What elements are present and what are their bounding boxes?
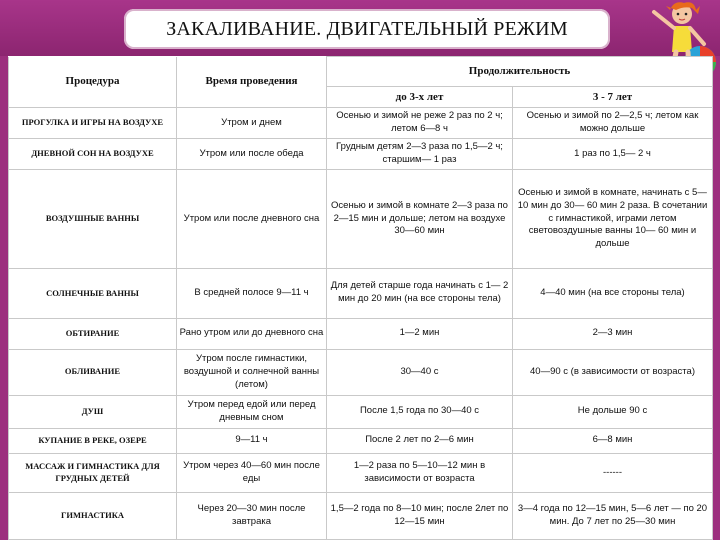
under3-cell: После 1,5 года по 30—40 с bbox=[327, 395, 513, 428]
procedure-cell: КУПАНИЕ В РЕКЕ, ОЗЕРЕ bbox=[9, 428, 177, 453]
procedure-cell: ОБЛИВАНИЕ bbox=[9, 349, 177, 395]
header-3-to-7: 3 - 7 лет bbox=[513, 87, 713, 108]
procedure-cell: ДНЕВНОЙ СОН НА ВОЗДУХЕ bbox=[9, 139, 177, 170]
procedure-cell: ПРОГУЛКА И ИГРЫ НА ВОЗДУХЕ bbox=[9, 107, 177, 138]
age3to7-cell: Осенью и зимой по 2—2,5 ч; летом как можно дольше bbox=[513, 107, 713, 138]
procedure-cell: СОЛНЕЧНЫЕ ВАННЫ bbox=[9, 268, 177, 318]
table-row bbox=[9, 395, 713, 428]
age3to7-cell: Не дольше 90 с bbox=[513, 395, 713, 428]
table-row bbox=[9, 107, 713, 138]
age3to7-cell: 2—3 мин bbox=[513, 318, 713, 349]
under3-cell: Для детей старше года начинать с 1— 2 мин до 20 мин (на все стороны тела) bbox=[327, 268, 513, 318]
page-title: ЗАКАЛИВАНИЕ. ДВИГАТЕЛЬНЫЙ РЕЖИМ bbox=[166, 17, 568, 40]
procedure-cell: ВОЗДУШНЫЕ ВАННЫ bbox=[9, 170, 177, 269]
table-row bbox=[9, 268, 713, 318]
time-cell: Утром или после дневного сна bbox=[177, 170, 327, 269]
age3to7-cell: 6—8 мин bbox=[513, 428, 713, 453]
under3-cell: 30—40 с bbox=[327, 349, 513, 395]
table-row bbox=[9, 428, 713, 453]
under3-cell: Осенью и зимой в комнате 2—3 раза по 2—15 мин и дольше; летом на воздухе 30—60 мин bbox=[327, 170, 513, 269]
title-banner bbox=[124, 9, 610, 49]
time-cell: Утром после гимнастики, воздушной и солнечной ванны (летом) bbox=[177, 349, 327, 395]
time-cell: В средней полосе 9—11 ч bbox=[177, 268, 327, 318]
time-cell: Утром через 40—60 мин после еды bbox=[177, 453, 327, 492]
time-cell: 9—11 ч bbox=[177, 428, 327, 453]
header-time: Время проведения bbox=[177, 57, 327, 108]
table-row bbox=[9, 318, 713, 349]
tempering-table-sheet bbox=[8, 56, 712, 540]
age3to7-cell: Осенью и зимой в комнате, начинать с 5— 10 мин до 30— 60 мин 2 раза. В сочетании с гимнастикой, играми летом световоздушные ванны 10— 60 мин и дольше bbox=[513, 170, 713, 269]
header-procedure: Процедура bbox=[9, 57, 177, 108]
under3-cell: 1—2 мин bbox=[327, 318, 513, 349]
time-cell: Утром перед едой или перед дневным сном bbox=[177, 395, 327, 428]
time-cell: Через 20—30 мин после завтрака bbox=[177, 493, 327, 540]
table-row bbox=[9, 170, 713, 269]
under3-cell: Грудным детям 2—3 раза по 1,5—2 ч; старшим— 1 раз bbox=[327, 139, 513, 170]
age3to7-cell: 4—40 мин (на все стороны тела) bbox=[513, 268, 713, 318]
table-row bbox=[9, 453, 713, 492]
header-duration: Продолжительность bbox=[327, 57, 713, 87]
under3-cell: После 2 лет по 2—6 мин bbox=[327, 428, 513, 453]
table-row bbox=[9, 493, 713, 540]
header-under-3: до 3-х лет bbox=[327, 87, 513, 108]
under3-cell: 1—2 раза по 5—10—12 мин в зависимости от возраста bbox=[327, 453, 513, 492]
under3-cell: Осенью и зимой не реже 2 раз по 2 ч; летом 6—8 ч bbox=[327, 107, 513, 138]
under3-cell: 1,5—2 года по 8—10 мин; после 2лет по 12—15 мин bbox=[327, 493, 513, 540]
time-cell: Рано утром или до дневного сна bbox=[177, 318, 327, 349]
age3to7-cell: 3—4 года по 12—15 мин, 5—6 лет — по 20 мин. До 7 лет по 25—30 мин bbox=[513, 493, 713, 540]
tempering-table bbox=[8, 56, 713, 540]
procedure-cell: ОБТИРАНИЕ bbox=[9, 318, 177, 349]
procedure-cell: ГИМНАСТИКА bbox=[9, 493, 177, 540]
time-cell: Утром и днем bbox=[177, 107, 327, 138]
procedure-cell: ДУШ bbox=[9, 395, 177, 428]
age3to7-cell: 1 раз по 1,5— 2 ч bbox=[513, 139, 713, 170]
table-row bbox=[9, 139, 713, 170]
table-row bbox=[9, 349, 713, 395]
procedure-cell: МАССАЖ И ГИМНАСТИКА ДЛЯ ГРУДНЫХ ДЕТЕЙ bbox=[9, 453, 177, 492]
age3to7-cell: 40—90 с (в зависимости от возраста) bbox=[513, 349, 713, 395]
age3to7-cell: ------ bbox=[513, 453, 713, 492]
time-cell: Утром или после обеда bbox=[177, 139, 327, 170]
